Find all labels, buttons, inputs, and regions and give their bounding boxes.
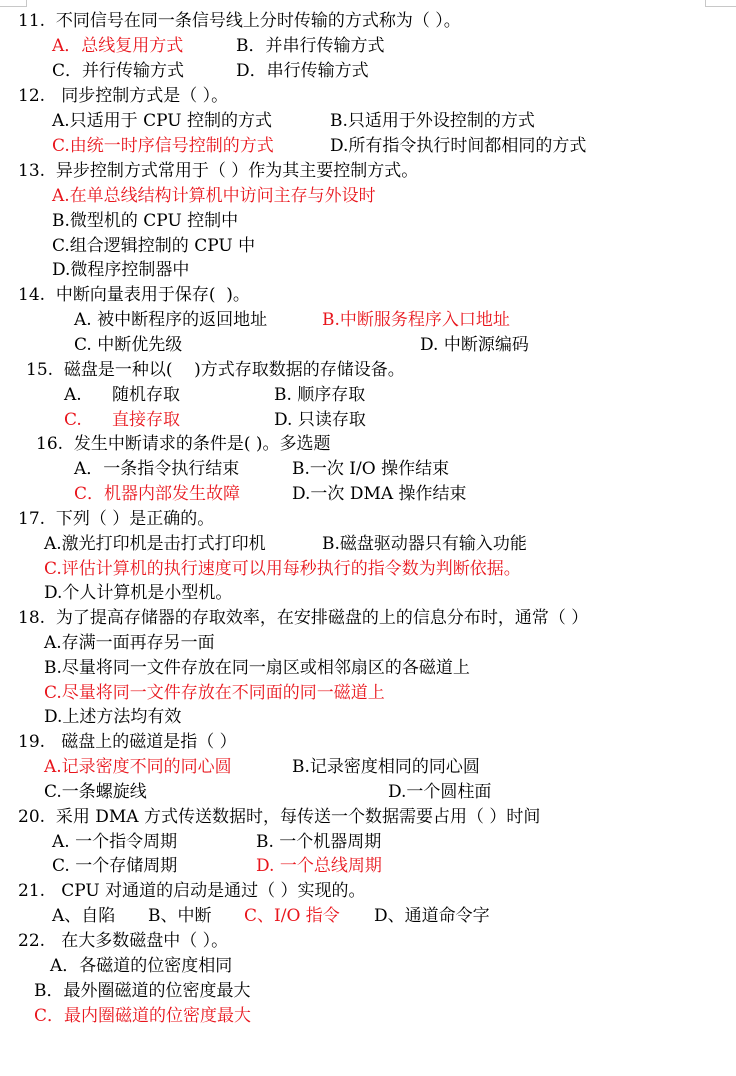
question-12 bbox=[0, 84, 229, 108]
question-text: 11. 不同信号在同一条信号线上分时传输的方式称为（ ）。 bbox=[18, 11, 461, 31]
options-row bbox=[0, 830, 382, 854]
option-a-text: 随机存取 bbox=[112, 385, 180, 405]
question-text: 20. 采用 DMA 方式传送数据时，每传送一个数据需要占用（ ）时间 bbox=[18, 807, 541, 827]
option-c: C.尽量将同一文件存放在不同面的同一磁道上 bbox=[44, 683, 385, 703]
options-row bbox=[0, 656, 470, 680]
option-c: C.组合逻辑控制的 CPU 中 bbox=[52, 236, 256, 256]
options-row bbox=[0, 109, 535, 133]
option-c: C. 一个存储周期 bbox=[52, 856, 178, 876]
option-a: A.存满一面再存另一面 bbox=[44, 633, 215, 653]
question-22 bbox=[0, 929, 229, 953]
options-row bbox=[0, 1004, 252, 1028]
option-d: D.个人计算机是小型机。 bbox=[44, 583, 233, 603]
question-text: 12. 同步控制方式是（ ）。 bbox=[18, 86, 229, 106]
option-a: A.激光打印机是击打式打印机 bbox=[44, 534, 266, 554]
options-row bbox=[0, 854, 382, 878]
option-a: A.记录密度不同的同心圆 bbox=[44, 757, 232, 777]
option-a: A.在单总线结构计算机中访问主存与外设时 bbox=[52, 186, 376, 206]
options-row bbox=[0, 209, 239, 233]
option-d: D. 中断源编码 bbox=[420, 335, 529, 355]
option-c: C、I/O 指令 bbox=[244, 906, 340, 926]
options-row bbox=[0, 755, 480, 779]
option-b: B．并串行传输方式 bbox=[236, 36, 385, 56]
options-row bbox=[0, 333, 529, 357]
option-b: B.记录密度相同的同心圆 bbox=[292, 757, 480, 777]
question-text: 16. 发生中断请求的条件是( )。多选题 bbox=[36, 434, 331, 454]
question-text: 13. 异步控制方式常用于（ ）作为其主要控制方式。 bbox=[18, 161, 419, 181]
option-a: A．总线复用方式 bbox=[52, 36, 184, 56]
question-text: 17. 下列（ ）是正确的。 bbox=[18, 509, 215, 529]
options-row bbox=[0, 184, 376, 208]
options-row bbox=[0, 457, 450, 481]
option-a: A.只适用于 CPU 控制的方式 bbox=[52, 111, 272, 131]
option-b: B.磁盘驱动器只有输入功能 bbox=[322, 534, 527, 554]
option-d: D.所有指令执行时间都相同的方式 bbox=[330, 136, 587, 156]
options-row bbox=[0, 258, 190, 282]
option-d: D.一个圆柱面 bbox=[388, 782, 492, 802]
option-d: D. 只读存取 bbox=[274, 410, 366, 430]
question-text: 15. 磁盘是一种以( )方式存取数据的存储设备。 bbox=[26, 360, 405, 380]
options-row bbox=[0, 234, 256, 258]
option-a-letter: A. bbox=[64, 385, 82, 405]
option-c: C.一条螺旋线 bbox=[44, 782, 147, 802]
question-17 bbox=[0, 507, 215, 531]
option-c: C.评估计算机的执行速度可以用每秒执行的指令数为判断依据。 bbox=[44, 559, 521, 579]
option-b: B.尽量将同一文件存放在同一扇区或相邻扇区的各磁道上 bbox=[44, 658, 470, 678]
question-11 bbox=[0, 9, 461, 33]
option-a: A. 一个指令周期 bbox=[52, 832, 178, 852]
question-19 bbox=[0, 730, 237, 754]
page-corner-mark-right bbox=[705, 0, 736, 7]
question-text: 19. 磁盘上的磁道是指（ ） bbox=[18, 732, 237, 752]
options-row bbox=[0, 904, 490, 928]
option-a: A．各磁道的位密度相同 bbox=[50, 956, 233, 976]
option-c: C．机器内部发生故障 bbox=[74, 484, 241, 504]
options-row bbox=[0, 532, 527, 556]
option-c-text: 直接存取 bbox=[112, 410, 180, 430]
options-row bbox=[0, 308, 510, 332]
question-21 bbox=[0, 879, 366, 903]
question-13 bbox=[0, 159, 419, 183]
option-b: B.微型机的 CPU 控制中 bbox=[52, 211, 239, 231]
question-text: 18. 为了提高存储器的存取效率，在安排磁盘的上的信息分布时，通常（ ） bbox=[18, 608, 589, 628]
options-row bbox=[0, 631, 215, 655]
page-corner-mark-left bbox=[0, 0, 27, 7]
option-d: D. 一个总线周期 bbox=[256, 856, 382, 876]
option-d: D．串行传输方式 bbox=[236, 61, 369, 81]
option-c-letter: C. bbox=[64, 410, 82, 430]
options-row bbox=[0, 954, 233, 978]
question-18 bbox=[0, 606, 589, 630]
options-row bbox=[0, 383, 366, 407]
question-15 bbox=[0, 358, 405, 382]
options-row bbox=[0, 408, 366, 432]
option-c: C．最内圈磁道的位密度最大 bbox=[34, 1006, 252, 1026]
option-d: D.微程序控制器中 bbox=[52, 260, 190, 280]
options-row bbox=[0, 979, 251, 1003]
option-a: A．一条指令执行结束 bbox=[74, 459, 240, 479]
options-row bbox=[0, 681, 385, 705]
question-20 bbox=[0, 805, 541, 829]
option-b: B.一次 I/O 操作结束 bbox=[292, 459, 450, 479]
option-b: B、中断 bbox=[148, 906, 212, 926]
option-b: B. 一个机器周期 bbox=[256, 832, 382, 852]
options-row bbox=[0, 482, 467, 506]
question-16 bbox=[0, 432, 331, 456]
option-d: D.一次 DMA 操作结束 bbox=[292, 484, 467, 504]
option-a: A、自陷 bbox=[52, 906, 116, 926]
option-d: D.上述方法均有效 bbox=[44, 707, 182, 727]
options-row bbox=[0, 34, 385, 58]
options-row bbox=[0, 581, 233, 605]
option-b: B.只适用于外设控制的方式 bbox=[330, 111, 535, 131]
question-text: 22. 在大多数磁盘中（ ）。 bbox=[18, 931, 229, 951]
option-c: C．并行传输方式 bbox=[52, 61, 185, 81]
option-d: D、通道命令字 bbox=[374, 906, 490, 926]
option-b: B．最外圈磁道的位密度最大 bbox=[34, 981, 251, 1001]
option-b: B.中断服务程序入口地址 bbox=[322, 310, 510, 330]
options-row bbox=[0, 59, 369, 83]
question-text: 21. CPU 对通道的启动是通过（ ）实现的。 bbox=[18, 881, 366, 901]
option-c: C. 中断优先级 bbox=[74, 335, 183, 355]
option-b: B. 顺序存取 bbox=[274, 385, 366, 405]
option-a: A. 被中断程序的返回地址 bbox=[74, 310, 268, 330]
options-row bbox=[0, 134, 587, 158]
question-text: 14. 中断向量表用于保存( )。 bbox=[18, 285, 250, 305]
options-row bbox=[0, 557, 521, 581]
question-14 bbox=[0, 283, 250, 307]
option-c: C.由统一时序信号控制的方式 bbox=[52, 136, 274, 156]
options-row bbox=[0, 780, 492, 804]
options-row bbox=[0, 705, 182, 729]
